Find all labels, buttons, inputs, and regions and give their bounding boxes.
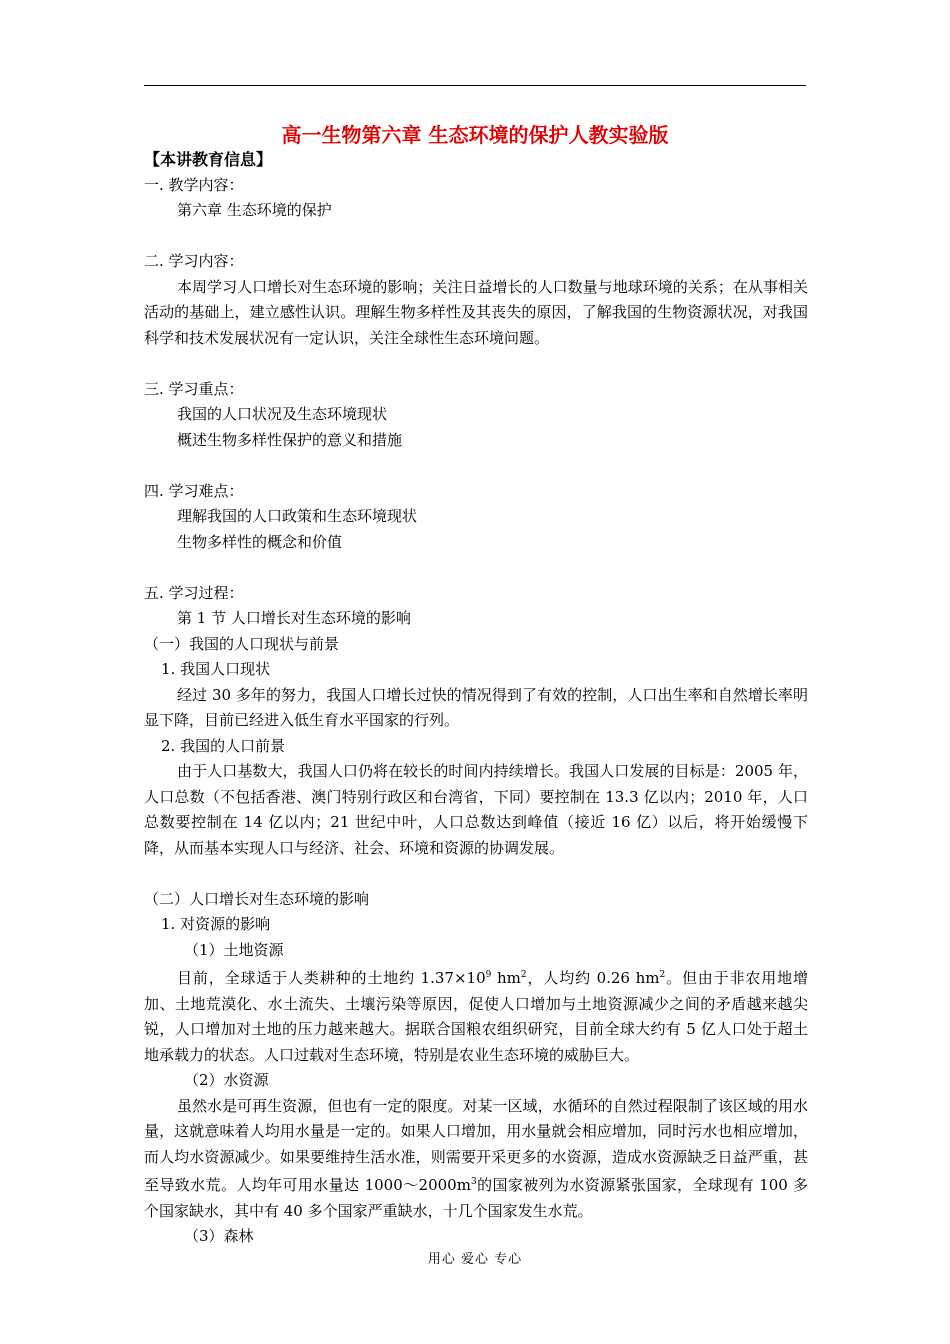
subheading-land: （1）土地资源 [184,940,284,959]
subheading-water: （2）水资源 [184,1071,269,1089]
difficulty-item: 理解我国的人口政策和生态环境现状 [177,507,418,525]
teaching-content-line: 第六章 生态环境的保护 [177,201,332,219]
population-outlook-paragraph: 由于人口基数大，我国人口仍将在较长的时间内持续增长。我国人口发展的目标是：2005 年，人口总数（不包括香港、澳门特别行政区和台湾省，下同）要控制在 13.3 亿以内；2010 年，人口总数要控制在 14 亿以内；21 世纪中叶，人口总数达到峰值（接近 16 亿）以后，将开始缓慢下降，从而基本实现人口与经济、社会、环境和资源的协调发展。 [144,762,808,857]
water-resources-paragraph: 虽然水是可再生资源，但也有一定的限度。对某一区域，水循环的自然过程限制了该区域的用水量，这就意味着人均用水量是一定的。如果人口增加，用水量就会相应增加，同时污水也相应增加，而人均水资源减少。如果要维持生活水准，则需要开采更多的水资源，造成水资源缺乏日益严重，甚至导致水荒。人均年可用水量达 $1000\sim 2000m^3$的国家被列为水资源紧张国家，全球现有 100 多个国家缺水，其中有 40 多个国家严重缺水，十几个国家发生水荒。 [144,1096,809,1220]
section-heading-3: 三. 学习重点： [144,379,244,398]
key-point-item: 概述生物多样性保护的意义和措施 [177,430,403,449]
land-resources-paragraph: 目前，全球适于人类耕种的土地约 $1.37\times 10^9$ $hm^2$，人均约 0.26 $hm^2$。但由于非农用地增加、土地荒漠化、水土流失、土壤污染等原因，促使人口增加与土地资源减少之间的矛盾越来越尖锐，人口增加对土地的压力越来越大。据联合国粮农组织研究，目前全球大约有 5 亿人口处于超土地承载力的状态。人口过载对生态环境，特别是农业生态环境的威胁巨大。 [144,969,808,1064]
document-title: 高一生物第六章 生态环境的保护人教实验版 [281,123,669,147]
header-rule [144,85,806,86]
lesson-section-title: 第 1 节 人口增长对生态环境的影响 [177,609,411,627]
learning-content-paragraph: 本周学习人口增长对生态环境的影响；关注日益增长的人口数量与地球环境的关系；在从事相关活动的基础上，建立感性认识。理解生物多样性及其丧失的原因，了解我国的生物资源状况，对我国科学和技术发展状况有一定认识，关注全球性生态环境问题。 [144,277,808,347]
subheading-population-outlook: 2. 我国的人口前景 [161,736,286,755]
key-point-item: 我国的人口状况及生态环境现状 [177,405,388,423]
info-heading: 【本讲教育信息】 [144,150,273,169]
difficulty-item: 生物多样性的概念和价值 [177,532,343,551]
page-footer: 用心 爱心 专心 [427,1252,523,1267]
population-status-paragraph: 经过 30 多年的努力，我国人口增长过快的情况得到了有效的控制，人口出生率和自然增长率明显下降，目前已经进入低生育水平国家的行列。 [144,685,808,729]
subheading-forest: （3）森林 [184,1227,254,1245]
section-heading-2: 二. 学习内容： [144,252,244,270]
section-heading-1: 一. 教学内容： [144,175,244,194]
subheading-resources: 1. 对资源的影响 [161,915,271,933]
part-heading-1: （一）我国的人口现状与前景 [144,634,340,653]
document-body [144,147,808,1250]
section-heading-5: 五. 学习过程： [144,583,244,602]
section-heading-4: 四. 学习难点： [144,481,244,500]
subheading-population-status: 1. 我国人口现状 [161,660,271,678]
part-heading-2: （二）人口增长对生态环境的影响 [144,889,370,908]
